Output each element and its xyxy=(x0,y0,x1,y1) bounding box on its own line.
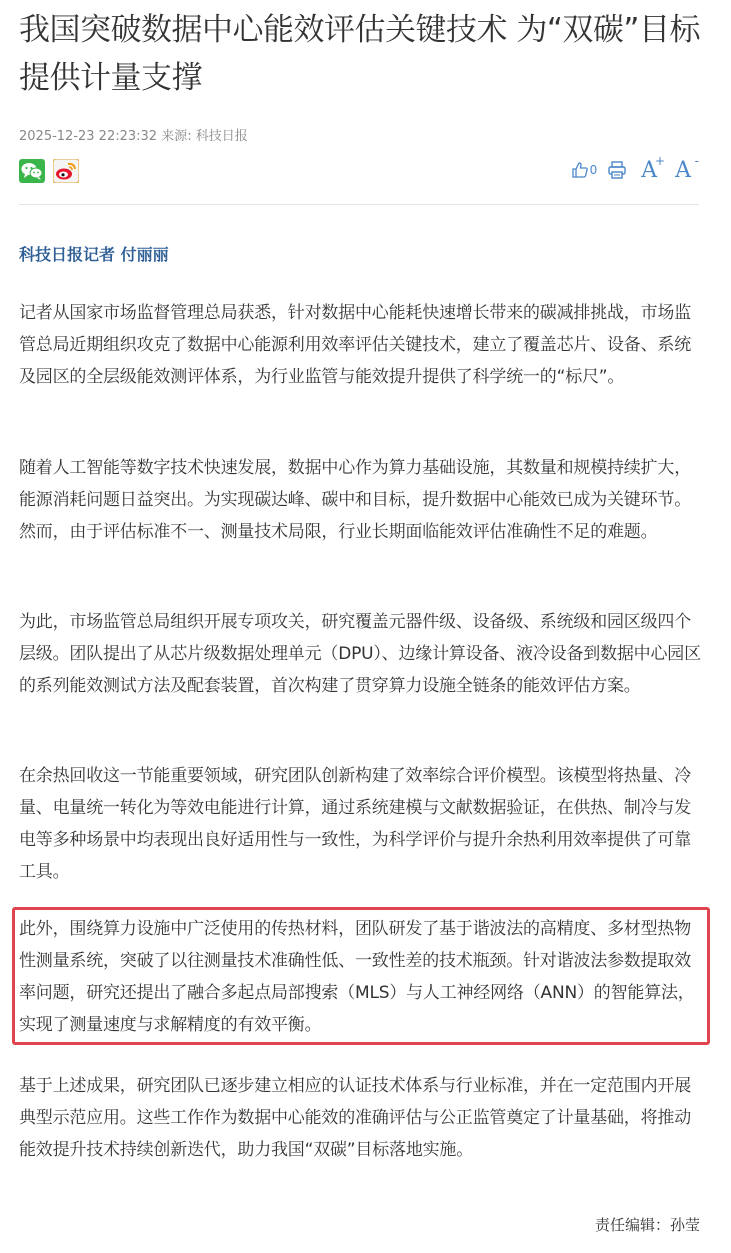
article-paragraph: 为此，市场监管总局组织开展专项攻关，研究覆盖元器件级、设备级、系统级和园区级四个层级。团队提出了从芯片级数据处理单元（DPU）、边缘计算设备、液冷设备到数据中心园区的系列能效测试方法及配套装置，首次构建了贯穿算力设施全链条的能效评估方案。 xyxy=(19,612,701,696)
article-paragraph: 在余热回收这一节能重要领域，研究团队创新构建了效率综合评价模型。该模型将热量、冷量、电量统一转化为等效电能进行计算，通过系统建模与文献数据验证，在供热、制冷与发电等多种场景中均表现出良好适用性与一致性，为科学评价与提升余热利用效率提供了可靠工具。 xyxy=(19,766,691,882)
wechat-icon[interactable] xyxy=(19,159,45,183)
like-count: 0 xyxy=(589,163,598,177)
article-paragraph: 记者从国家市场监督管理总局获悉，针对数据中心能耗快速增长带来的碳减排挑战，市场监管总局近期组织攻克了数据中心能源利用效率评估关键技术，建立了覆盖芯片、设备、系统及园区的全层级能效测评体系，为行业监管与能效提升提供了科学统一的“标尺”。 xyxy=(19,303,691,387)
article-meta: 2025-12-23 22:23:32 来源: 科技日报 xyxy=(19,129,248,144)
article-byline: 科技日报记者 付丽丽 xyxy=(19,245,169,264)
thumbs-up-icon xyxy=(571,161,589,179)
weibo-icon[interactable] xyxy=(53,159,79,183)
printer-icon xyxy=(607,160,627,180)
like-button[interactable] xyxy=(571,161,598,179)
font-increase-button[interactable] xyxy=(641,153,666,183)
header-divider xyxy=(19,204,699,205)
font-increase-icon: A xyxy=(641,157,658,183)
article-toolbar xyxy=(571,153,699,184)
font-increase-mark: + xyxy=(655,153,666,168)
responsible-editor: 责任编辑：孙莹 xyxy=(594,1216,700,1234)
print-button[interactable] xyxy=(607,160,627,180)
article-title: 我国突破数据中心能效评估关键技术 为“双碳”目标提供计量支撑 xyxy=(19,12,700,96)
article-paragraph: 基于上述成果，研究团队已逐步建立相应的认证技术体系与行业标准，并在一定范围内开展典型示范应用。这些工作作为数据中心能效的准确评估与公正监管奠定了计量基础，将推动能效提升技术持续创新迭代，助力我国“双碳”目标落地实施。 xyxy=(19,1076,691,1160)
font-decrease-icon: A xyxy=(675,157,691,183)
highlighted-paragraph: 此外，围绕算力设施中广泛使用的传热材料，团队研发了基于谐波法的高精度、多材型热物性测量系统，突破了以往测量技术准确性低、一致性差的技术瓶颈。针对谐波法参数提取效率问题，研究还提出了融合多起点局部搜索（MLS）与人工神经网络（ANN）的智能算法，实现了测量速度与求解精度的有效平衡。 xyxy=(19,919,695,1035)
font-decrease-button[interactable] xyxy=(675,153,699,183)
font-decrease-mark: - xyxy=(694,153,699,168)
article-paragraph: 随着人工智能等数字技术快速发展，数据中心作为算力基础设施，其数量和规模持续扩大，能源消耗问题日益突出。为实现碳达峰、碳中和目标，提升数据中心能效已成为关键环节。然而，由于评估标准不一、测量技术局限，行业长期面临能效评估准确性不足的难题。 xyxy=(19,458,691,542)
